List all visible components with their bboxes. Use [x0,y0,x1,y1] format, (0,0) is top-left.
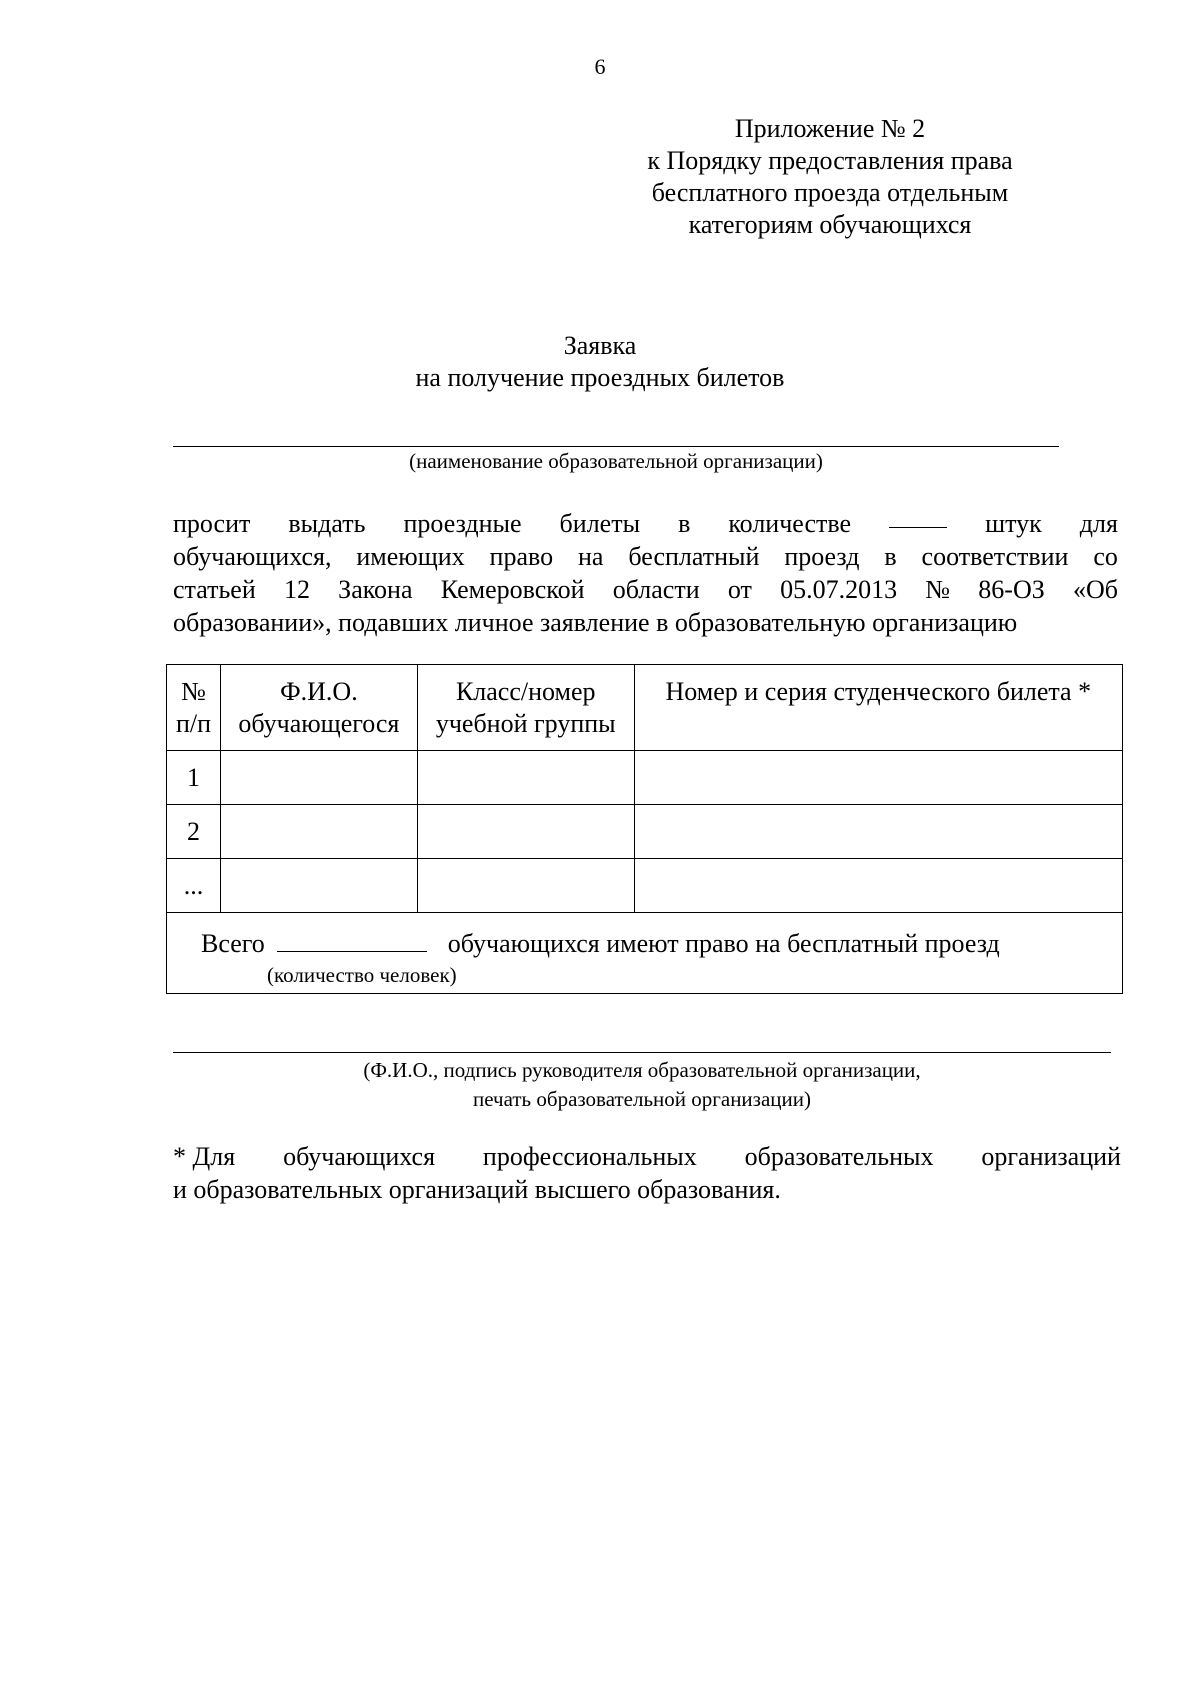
signature-line [173,1052,1111,1053]
fio-cell [220,859,417,913]
header-text: обучающегося [238,709,400,738]
word: Кемеровской [440,575,585,604]
word: количестве [728,509,852,538]
request-line-2 [173,540,1118,573]
appendix-line: категориям обучающихся [688,210,972,239]
class-cell [417,859,634,913]
word: № [925,575,951,604]
word: 86-ОЗ [978,575,1045,604]
row-number: ... [167,859,221,913]
total-count-blank [277,929,427,952]
row-number: 2 [167,805,221,859]
word: Закона [338,575,413,604]
row-number: 1 [167,751,221,805]
fio-cell [220,805,417,859]
word: образовательных [744,1142,934,1171]
ticket-cell [634,805,1122,859]
column-header-ticket [634,665,1122,751]
ticket-cell [634,859,1122,913]
request-line-1 [173,507,1118,540]
word: штук [985,509,1042,538]
word: от [727,575,752,604]
total-cell [167,913,1123,994]
class-cell [417,751,634,805]
appendix-line: Приложение № 2 [734,114,926,143]
table-total-row [167,913,1123,994]
word: бесплатный [628,542,760,571]
request-line-4: образовании», подавших личное заявление в образовательную организацию [173,608,1018,637]
appendix-header [600,113,1060,241]
appendix-line: к Порядку предоставления права [647,146,1013,175]
header-text: Ф.И.О. [280,677,358,706]
organization-name-caption: (наименование образовательной организации) [409,449,823,473]
column-header-class [417,665,634,751]
table-row [167,859,1123,913]
table-row [167,805,1123,859]
footnote [173,1140,1121,1206]
word: «Об [1072,575,1118,604]
fio-cell [220,751,417,805]
word: профессиональных [482,1142,697,1171]
header-text: Номер и серия студенческого билета * [665,677,1092,706]
word: в [884,542,897,571]
signature-caption [173,1056,1111,1114]
request-paragraph [173,507,1118,639]
total-caption: (количество человек) [267,963,457,987]
word: 05.07.2013 [780,575,898,604]
ticket-count-blank [889,507,947,528]
footnote-line-1 [173,1140,1121,1173]
appendix-line: бесплатного проезда отдельным [651,178,1009,207]
request-line-3 [173,573,1118,606]
title-line: Заявка [563,331,637,360]
word: обучающихся, [173,542,332,571]
word: проездные [403,509,522,538]
word: в [678,509,691,538]
header-text: учебной группы [435,709,616,738]
word: соответствии [921,542,1069,571]
word: право [489,542,554,571]
word: 12 [283,575,310,604]
word: билеты [559,509,641,538]
signature-caption-line: (Ф.И.О., подпись руководителя образовательной организации, [363,1058,921,1082]
word: области [612,575,700,604]
table-header-row [167,665,1123,751]
page-number: 6 [594,54,606,79]
column-header-number [167,665,221,751]
word: обучающихся [283,1142,436,1171]
total-label: Всего [201,929,265,958]
header-text: Класс/номер [455,677,596,706]
header-text: п/п [175,709,211,738]
word: для [1079,509,1118,538]
word: имеющих [356,542,465,571]
word: организаций [981,1142,1121,1171]
table-row [167,751,1123,805]
word: просит [173,509,251,538]
word: со [1093,542,1118,571]
word: проезд [784,542,860,571]
word: статьей [173,575,256,604]
word: * Для [173,1142,236,1171]
column-header-fio [220,665,417,751]
word: выдать [288,509,366,538]
header-text: № [181,677,206,706]
class-cell [417,805,634,859]
total-text: обучающихся имеют право на бесплатный проезд [447,929,1000,958]
document-title [0,330,1200,394]
footnote-line-2: и образовательных организаций высшего образования. [173,1175,781,1204]
total-line [201,929,1000,959]
students-table [166,664,1123,994]
word: на [578,542,604,571]
title-subline: на получение проездных билетов [415,363,785,392]
ticket-cell [634,751,1122,805]
organization-name-line [173,446,1059,447]
signature-caption-line: печать образовательной организации) [473,1087,811,1111]
